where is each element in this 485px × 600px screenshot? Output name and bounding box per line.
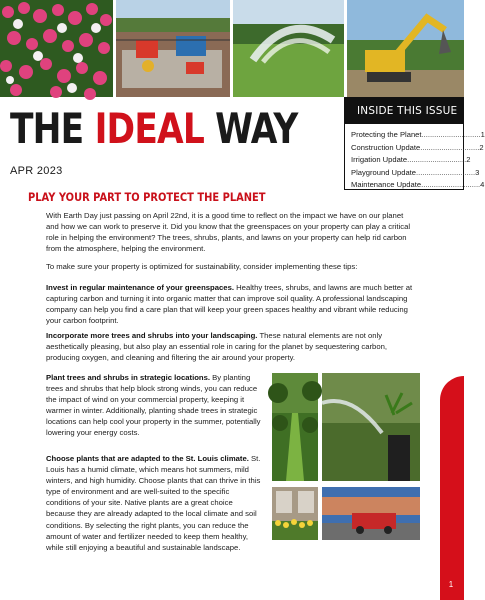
photo-irrigation bbox=[233, 0, 344, 97]
photo-truck-sunset bbox=[322, 487, 420, 540]
page-number: 1 bbox=[448, 580, 454, 589]
article-intro: With Earth Day just passing on April 22nd, it is a good time to reflect on the impact we have on our planet and how we can work to preserve it. Did you know that the greenspaces on your property can play a critical role in helping the environment? The trees, shrubs, plants, and lawns on your property can help rid carbon from the atmosphere, helping the environment. bbox=[46, 211, 411, 254]
toc-item[interactable]: Playground Update ............................ 3 bbox=[351, 167, 480, 177]
toc-heading: INSIDE THIS ISSUE bbox=[345, 98, 463, 124]
photo-flowers bbox=[0, 0, 113, 97]
photo-playground bbox=[116, 0, 230, 97]
newsletter-title: THE IDEAL WAY bbox=[10, 104, 298, 153]
article-headline: PLAY YOUR PART TO PROTECT THE PLANET bbox=[28, 190, 266, 204]
toc-item[interactable]: Maintenance Update ............................ 4 bbox=[351, 180, 485, 190]
tip-strategic-locations: Plant trees and shrubs in strategic locations. By planting trees and shrubs that help block strong winds, you can reduce the impact of wind on your commercial property, keeping it warmer in winter. Additionally, planting shade trees in strategic locations can help cool your property in the summer, potentially lowering your energy costs. bbox=[46, 373, 261, 438]
tip-maintenance: Invest in regular maintenance of your greenspaces. Healthy trees, shrubs, and lawns are much better at capturing carbon and turning it into organic matter that can improve soil quality. A professional landscaping company can help you find a care plan that will keep your green spaces healthy and vibrant while reducing your carbon footprint. bbox=[46, 283, 413, 326]
photo-daffodils bbox=[272, 487, 318, 540]
page-edge-tab bbox=[440, 376, 464, 600]
inside-this-issue-box bbox=[344, 97, 485, 190]
tip-trees-shrubs: Incorporate more trees and shrubs into your landscaping. These natural elements are not only aesthetically pleasing, but also play an essential role in caring for the planet by sequestering carbon, producing oxygen, and cleaning and filtering the air around your property. bbox=[46, 331, 388, 363]
tip-stl-climate: Choose plants that are adapted to the St. Louis climate. St. Louis has a humid climate, which means hot summers, mild winters, and high humidity. Choose plants that can thrive in this type of environment and are well-suited to the specific conditions of your site. Native plants are a great choice because they are already adapted to the local climate and soil conditions. By selecting the right plants, you can reduce the amount of water and fertilizer needed to keep them healthy, while still enjoying a beautiful and sustainable landscape. bbox=[46, 454, 261, 552]
issue-date: APR 2023 bbox=[10, 165, 63, 177]
toc-item[interactable]: Protecting the Planet ............................ 1 bbox=[351, 130, 485, 139]
photo-excavator bbox=[347, 0, 464, 97]
photo-tree-lined-lawn bbox=[272, 373, 318, 481]
toc-item[interactable]: Irrigation Update ............................ 2 bbox=[351, 155, 471, 165]
photo-sprinkler-plant bbox=[322, 373, 420, 481]
toc-item[interactable]: Construction Update ............................ 2 bbox=[351, 142, 484, 152]
tips-intro: To make sure your property is optimized for sustainability, consider implementing these tips: bbox=[46, 262, 358, 271]
